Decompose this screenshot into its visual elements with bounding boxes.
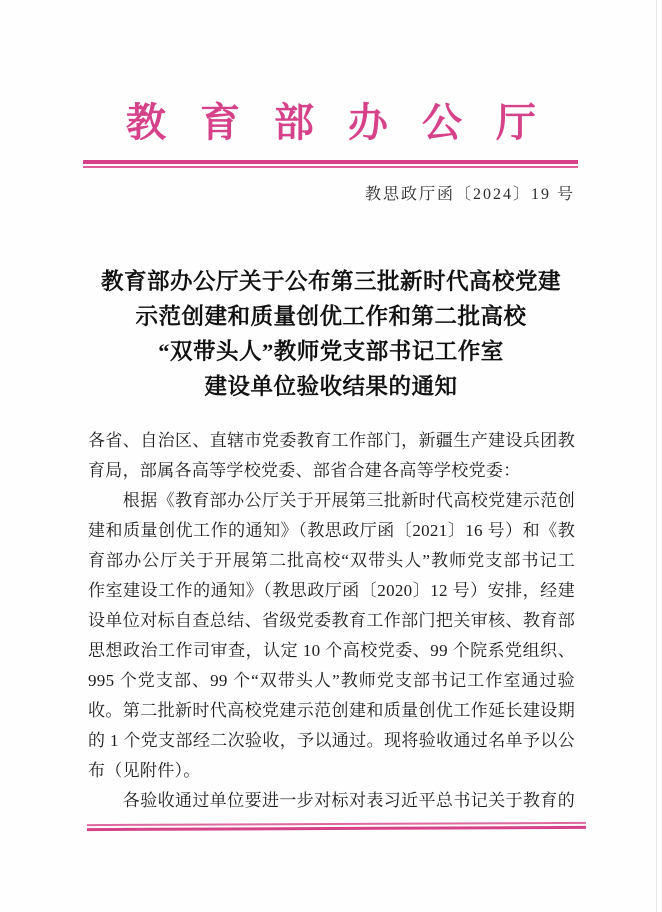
document-reference-number: 教思政厅函〔2024〕19 号 xyxy=(364,186,575,203)
body-text-line: 根据《教育部办公厅关于开展第三批新时代高校党建示范创 xyxy=(88,491,575,510)
body-text-line: 育部办公厅关于开展第二批高校“双带头人”教师党支部书记工 xyxy=(88,551,575,570)
document-body-text xyxy=(88,426,575,816)
body-text-line: 作室建设工作的通知》（教思政厅函〔2020〕12 号）安排，经建 xyxy=(88,581,575,600)
body-text-line: 各验收通过单位要进一步对标对表习近平总书记关于教育的 xyxy=(88,791,575,810)
body-text-line: 收。第二批新时代高校党建示范创建和质量创优工作延长建设期 xyxy=(88,701,575,720)
document-title-line: 教育部办公厅关于公布第三批新时代高校党建 xyxy=(100,269,561,294)
document-title xyxy=(50,264,612,404)
body-text-line: 建和质量创优工作的通知》（教思政厅函〔2021〕16 号）和《教 xyxy=(88,521,575,540)
document-title-line: “双带头人”教师党支部书记工作室 xyxy=(158,339,504,364)
body-text-line: 995 个党支部、99 个“双带头人”教师党支部书记工作室通过验 xyxy=(88,671,575,690)
red-head-rule-thin xyxy=(83,166,578,168)
bottom-bleed-through-rule xyxy=(87,822,586,831)
body-text-line: 设单位对标自查总结、省级党委教育工作部门把关审核、教育部 xyxy=(88,611,575,630)
body-text-line: 思想政治工作司审查，认定 10 个高校党委、99 个院系党组织、 xyxy=(88,641,575,660)
body-text-line: 布（见附件）。 xyxy=(88,761,201,780)
red-head-double-rule xyxy=(83,160,578,168)
document-title-line: 建设单位验收结果的通知 xyxy=(204,374,458,399)
body-text-line: 的 1 个党支部经二次验收，予以通过。现将验收通过名单予以公 xyxy=(88,731,575,750)
body-text-line: 育局，部属各高等学校党委、部省合建各高等学校党委： xyxy=(88,461,521,480)
body-text-line: 各省、自治区、直辖市党委教育工作部门，新疆生产建设兵团教 xyxy=(88,431,575,450)
document-title-line: 示范创建和质量创优工作和第二批高校 xyxy=(135,304,527,329)
issuing-agency-banner xyxy=(0,99,662,147)
issuing-agency-name: 教育部办公厅 xyxy=(126,100,570,145)
